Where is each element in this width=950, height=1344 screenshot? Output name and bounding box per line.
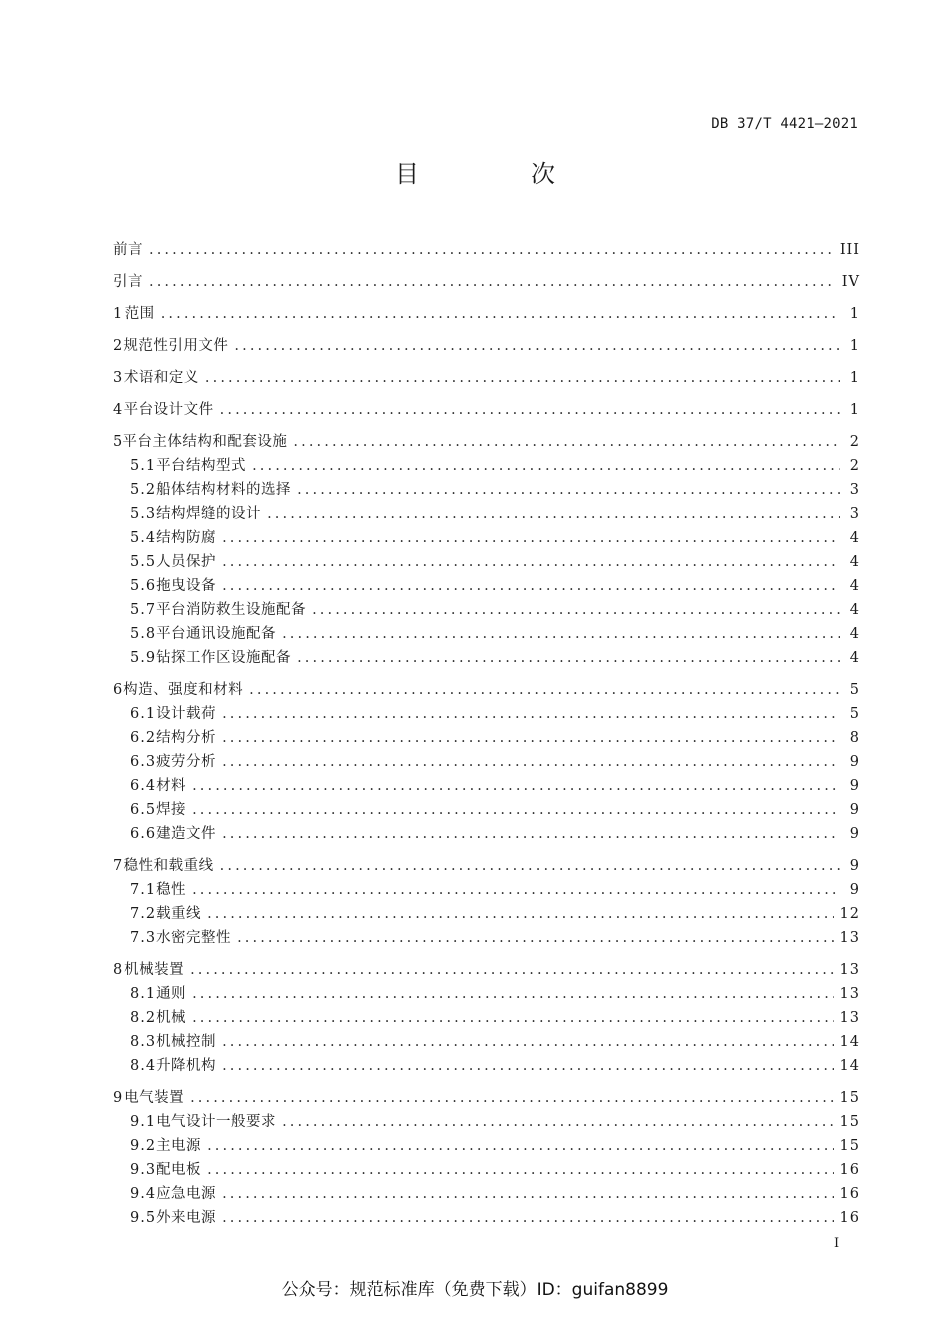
toc-entry-label: 机械 <box>156 1010 187 1026</box>
toc-dot-leader <box>207 1134 833 1158</box>
toc-entry-page: 15 <box>839 1090 860 1106</box>
toc-dot-leader <box>222 550 840 574</box>
toc-entry-label: 平台消防救生设施配备 <box>156 602 307 618</box>
toc-entry-number: 6.1 <box>130 706 157 722</box>
toc-entry-label: 建造文件 <box>156 826 217 842</box>
toc-entry[interactable] <box>113 430 860 454</box>
toc-entry-page: 1 <box>849 402 860 418</box>
toc-entry[interactable] <box>113 502 860 526</box>
toc-entry[interactable] <box>113 1158 860 1182</box>
toc-entry-number: 5.3 <box>130 506 157 522</box>
toc-entry-label: 结构焊缝的设计 <box>156 506 262 522</box>
toc-entry-label: 配电板 <box>156 1162 202 1178</box>
toc-entry-number: 6.2 <box>130 730 157 746</box>
toc-dot-leader <box>267 502 840 526</box>
toc-dot-leader <box>190 958 833 982</box>
toc-entry-number: 6 <box>113 682 123 698</box>
toc-entry-number: 5 <box>113 434 123 450</box>
toc-entry[interactable] <box>113 646 860 670</box>
toc-entry[interactable] <box>113 302 860 326</box>
toc-entry-page: 5 <box>849 682 860 698</box>
toc-dot-leader <box>249 678 840 702</box>
toc-entry-label: 船体结构材料的选择 <box>156 482 292 498</box>
toc-entry-number: 6.5 <box>130 802 157 818</box>
toc-entry[interactable] <box>113 958 860 982</box>
toc-dot-leader <box>222 1030 833 1054</box>
toc-title: 目 次 <box>395 160 599 188</box>
toc-entry-label: 稳性和载重线 <box>123 858 214 874</box>
toc-entry-page: IV <box>841 274 860 290</box>
toc-dot-leader <box>220 398 840 422</box>
toc-entry-label: 结构分析 <box>156 730 217 746</box>
toc-entry-label: 材料 <box>156 778 187 794</box>
toc-entry-page: 9 <box>849 754 860 770</box>
toc-dot-leader <box>297 478 840 502</box>
toc-entry[interactable] <box>113 822 860 846</box>
toc-entry-label: 平台通讯设施配备 <box>156 626 277 642</box>
toc-entry-page: 2 <box>849 458 860 474</box>
toc-entry-label: 平台设计文件 <box>123 402 214 418</box>
toc-entry-label: 拖曳设备 <box>156 578 217 594</box>
toc-entry-label: 平台结构型式 <box>156 458 247 474</box>
toc-entry-page: 15 <box>839 1138 860 1154</box>
toc-entry[interactable] <box>113 926 860 950</box>
toc-dot-leader <box>192 798 840 822</box>
toc-dot-leader <box>149 270 836 294</box>
toc-entry-number: 9.1 <box>130 1114 157 1130</box>
toc-entry-number: 5.7 <box>130 602 157 618</box>
toc-dot-leader <box>192 878 840 902</box>
toc-entry-number: 9.5 <box>130 1210 157 1226</box>
toc-dot-leader <box>207 902 833 926</box>
toc-entry[interactable] <box>113 854 860 878</box>
toc-entry-label: 焊接 <box>156 802 187 818</box>
toc-dot-leader <box>222 702 840 726</box>
toc-entry-number: 3 <box>113 370 123 386</box>
toc-entry[interactable] <box>113 678 860 702</box>
toc-entry[interactable] <box>113 982 860 1006</box>
toc-entry-number: 5.2 <box>130 482 157 498</box>
toc-entry[interactable] <box>113 878 860 902</box>
toc-dot-leader <box>190 1086 833 1110</box>
toc-entry[interactable] <box>113 238 860 262</box>
toc-dot-leader <box>222 822 840 846</box>
toc-dot-leader <box>192 774 840 798</box>
toc-dot-leader <box>222 726 840 750</box>
toc-entry[interactable] <box>113 398 860 422</box>
toc-dot-leader <box>252 454 840 478</box>
toc-entry-number: 7.1 <box>130 882 157 898</box>
toc-entry-number: 4 <box>113 402 123 418</box>
toc-entry-page: 8 <box>849 730 860 746</box>
toc-entry-number: 8.1 <box>130 986 157 1002</box>
toc-entry-number: 5.4 <box>130 530 157 546</box>
toc-entry-label: 前言 <box>113 242 143 258</box>
toc-entry[interactable] <box>113 774 860 798</box>
toc-entry-label: 构造、强度和材料 <box>123 682 244 698</box>
toc-entry-number: 6.6 <box>130 826 157 842</box>
toc-entry[interactable] <box>113 1206 860 1230</box>
toc-entry[interactable] <box>113 726 860 750</box>
toc-entry[interactable] <box>113 1110 860 1134</box>
toc-dot-leader <box>312 598 840 622</box>
toc-entry-page: 15 <box>839 1114 860 1130</box>
toc-entry[interactable] <box>113 598 860 622</box>
toc-entry-label: 结构防腐 <box>156 530 217 546</box>
toc-entry[interactable] <box>113 750 860 774</box>
toc-entry-page: 14 <box>839 1058 860 1074</box>
toc-dot-leader <box>222 1054 833 1078</box>
toc-entry-number: 5.6 <box>130 578 157 594</box>
toc-entry-page: 14 <box>839 1034 860 1050</box>
toc-dot-leader <box>220 854 840 878</box>
toc-entry-number: 5.9 <box>130 650 157 666</box>
toc-entry-label: 稳性 <box>156 882 187 898</box>
toc-entry[interactable] <box>113 454 860 478</box>
toc-entry[interactable] <box>113 574 860 598</box>
table-of-contents <box>113 238 860 1230</box>
toc-entry-number: 9.3 <box>130 1162 157 1178</box>
toc-entry-page: 9 <box>849 802 860 818</box>
toc-entry-page: 1 <box>849 370 860 386</box>
toc-entry[interactable] <box>113 366 860 390</box>
toc-entry-number: 9.2 <box>130 1138 157 1154</box>
toc-entry-number: 7.2 <box>130 906 157 922</box>
toc-entry-page: 3 <box>849 506 860 522</box>
toc-dot-leader <box>192 982 833 1006</box>
toc-entry-page: 4 <box>849 554 860 570</box>
toc-entry-page: 4 <box>849 602 860 618</box>
toc-entry-page: 5 <box>849 706 860 722</box>
toc-dot-leader <box>205 366 840 390</box>
toc-entry-number: 6.4 <box>130 778 157 794</box>
toc-entry-number: 8.3 <box>130 1034 157 1050</box>
toc-entry[interactable] <box>113 550 860 574</box>
toc-dot-leader <box>222 1206 833 1230</box>
toc-entry[interactable] <box>113 622 860 646</box>
toc-entry-label: 引言 <box>113 274 143 290</box>
toc-entry-label: 升降机构 <box>156 1058 217 1074</box>
toc-entry-page: 1 <box>849 306 860 322</box>
footer-watermark: 公众号：规范标准库（免费下载）ID：guifan8899 <box>281 1280 669 1300</box>
toc-dot-leader <box>207 1158 833 1182</box>
toc-dot-leader <box>149 238 834 262</box>
toc-entry-label: 水密完整性 <box>156 930 232 946</box>
toc-dot-leader <box>297 646 840 670</box>
toc-entry-label: 平台主体结构和配套设施 <box>122 434 288 450</box>
toc-dot-leader <box>237 926 833 950</box>
toc-entry[interactable] <box>113 526 860 550</box>
toc-entry-number: 2 <box>113 338 123 354</box>
toc-entry-label: 术语和定义 <box>123 370 199 386</box>
toc-entry-page: 16 <box>839 1210 860 1226</box>
toc-entry[interactable] <box>113 1182 860 1206</box>
toc-entry-page: 16 <box>839 1162 860 1178</box>
toc-entry-label: 通则 <box>156 986 187 1002</box>
toc-entry-number: 8.2 <box>130 1010 157 1026</box>
toc-entry-label: 外来电源 <box>156 1210 217 1226</box>
toc-entry-label: 机械控制 <box>156 1034 217 1050</box>
toc-dot-leader <box>293 430 840 454</box>
toc-dot-leader <box>192 1006 833 1030</box>
toc-entry-label: 机械装置 <box>124 962 185 978</box>
toc-entry-page: 9 <box>849 826 860 842</box>
toc-entry-page: 9 <box>849 858 860 874</box>
toc-entry[interactable] <box>113 270 860 294</box>
toc-entry[interactable] <box>113 1134 860 1158</box>
toc-entry[interactable] <box>113 798 860 822</box>
toc-entry-page: 13 <box>839 962 860 978</box>
toc-entry-number: 1 <box>113 306 123 322</box>
toc-entry-page: 1 <box>849 338 860 354</box>
toc-dot-leader <box>222 574 840 598</box>
toc-entry-page: 4 <box>849 530 860 546</box>
toc-dot-leader <box>222 1182 833 1206</box>
document-code: DB 37/T 4421—2021 <box>711 116 858 132</box>
toc-entry[interactable] <box>113 478 860 502</box>
page-number: I <box>834 1236 840 1251</box>
toc-entry[interactable] <box>113 1030 860 1054</box>
toc-entry-page: 9 <box>849 778 860 794</box>
toc-entry-page: III <box>839 242 860 258</box>
toc-entry[interactable] <box>113 902 860 926</box>
toc-entry-page: 2 <box>849 434 860 450</box>
toc-entry-page: 16 <box>839 1186 860 1202</box>
toc-entry-label: 规范性引用文件 <box>123 338 229 354</box>
toc-entry[interactable] <box>113 702 860 726</box>
toc-entry-label: 载重线 <box>156 906 202 922</box>
toc-entry-number: 7.3 <box>130 930 157 946</box>
toc-entry-number: 8 <box>113 962 123 978</box>
toc-entry-label: 人员保护 <box>156 554 217 570</box>
toc-entry[interactable] <box>113 1006 860 1030</box>
toc-entry-label: 疲劳分析 <box>156 754 217 770</box>
toc-entry[interactable] <box>113 1086 860 1110</box>
toc-dot-leader <box>161 302 840 326</box>
toc-dot-leader <box>222 526 840 550</box>
toc-entry-label: 范围 <box>124 306 155 322</box>
toc-entry-label: 电气设计一般要求 <box>156 1114 277 1130</box>
toc-entry-number: 8.4 <box>130 1058 157 1074</box>
toc-entry-number: 9.4 <box>130 1186 157 1202</box>
toc-entry-label: 钻探工作区设施配备 <box>156 650 292 666</box>
toc-entry-label: 电气装置 <box>124 1090 185 1106</box>
toc-entry-page: 9 <box>849 882 860 898</box>
toc-entry-number: 5.8 <box>130 626 157 642</box>
toc-entry-page: 13 <box>839 986 860 1002</box>
toc-entry-label: 主电源 <box>156 1138 202 1154</box>
toc-entry-page: 3 <box>849 482 860 498</box>
toc-entry-number: 5.5 <box>130 554 157 570</box>
toc-dot-leader <box>234 334 840 358</box>
toc-entry-number: 9 <box>113 1090 123 1106</box>
toc-dot-leader <box>222 750 840 774</box>
toc-entry[interactable] <box>113 334 860 358</box>
toc-entry-page: 12 <box>839 906 860 922</box>
toc-entry[interactable] <box>113 1054 860 1078</box>
toc-dot-leader <box>282 1110 833 1134</box>
toc-entry-number: 6.3 <box>130 754 157 770</box>
toc-entry-page: 13 <box>839 1010 860 1026</box>
toc-entry-page: 13 <box>839 930 860 946</box>
toc-entry-page: 4 <box>849 578 860 594</box>
toc-entry-label: 设计载荷 <box>156 706 217 722</box>
toc-entry-page: 4 <box>849 650 860 666</box>
toc-dot-leader <box>282 622 840 646</box>
toc-entry-number: 5.1 <box>130 458 157 474</box>
toc-entry-page: 4 <box>849 626 860 642</box>
toc-entry-number: 7 <box>113 858 123 874</box>
toc-entry-label: 应急电源 <box>156 1186 217 1202</box>
